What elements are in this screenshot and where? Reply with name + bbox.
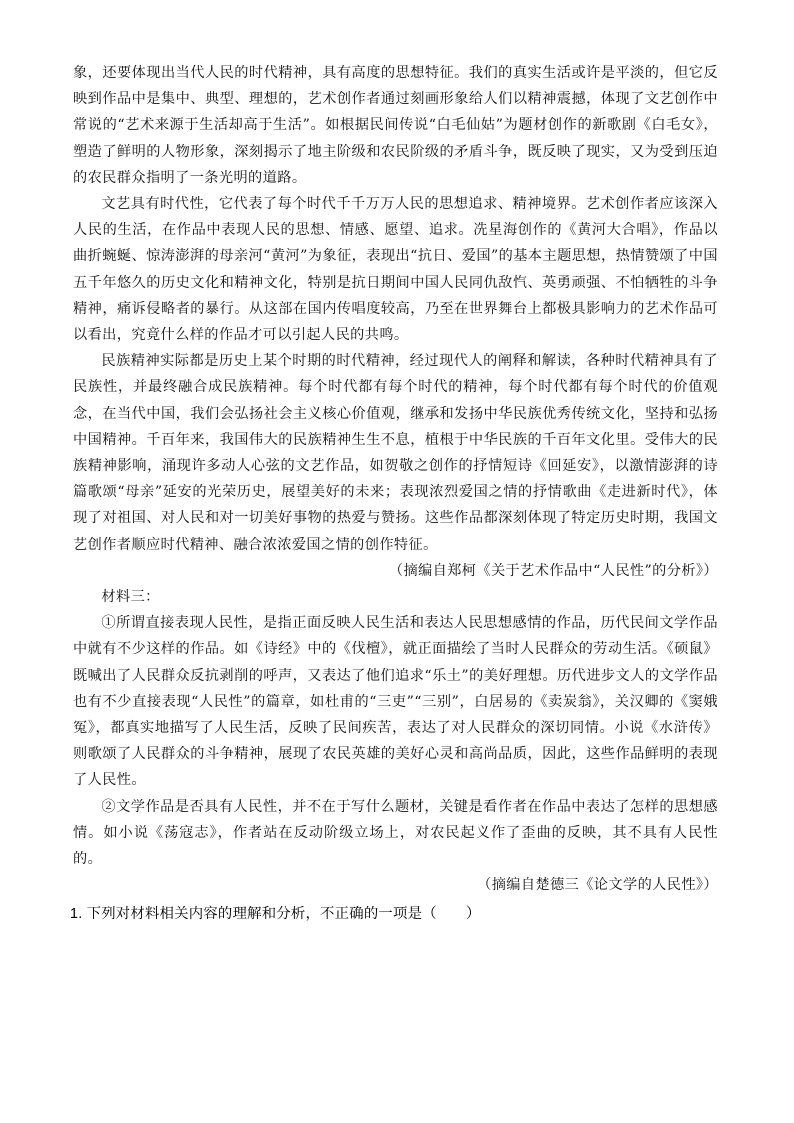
question-1: 1. 下列对材料相关内容的理解和分析，不正确的一项是（ ） (70, 905, 481, 922)
material-3-paragraph-2: ②文学作品是否具有人民性，并不在于写什么题材，关键是看作者在作品中表达了怎样的思想感情。如小说《荡寇志》，作者站在反动阶级立场上，对农民起义作了歪曲的反映，其不具有人民性的。 (73, 798, 718, 868)
body-paragraph-1: 象，还要体现出当代人民的时代精神，具有高度的思想特征。我们的真实生活或许是平淡的，但它反映到作品中是集中、典型、理想的，艺术创作者通过刻画形象给人们以精神震撼，体现了文艺创作中常说的“艺术来源于生活却高于生活”。如根据民间传说“白毛仙姑”为题材创作的新歌剧《白毛女》，塑造了鲜明的人物形象，深刻揭示了地主阶级和农民阶级的矛盾斗争，既反映了现实，又为受到压迫的农民群众指明了一条光明的道路。 (73, 65, 718, 186)
source-citation-2: （摘编自楚德三《论文学的人民性》） (477, 877, 718, 894)
material-3-label: 材料三： (101, 589, 160, 606)
source-citation-1: （摘编自郑柯《关于艺术作品中“人民性”的分析》） (388, 562, 718, 579)
material-3-paragraph-1: ①所谓直接表现人民性，是指正面反映人民生活和表达人民思想感情的作品，历代民间文学作品中就有不少这样的作品。如《诗经》中的《伐檀》，就正面描绘了当时人民群众的劳动生活。《硕鼠》既喊出了人民群众反抗剥削的呼声，又表达了他们追求“乐土”的美好理想。历代进步文人的文学作品也有不少直接表现“人民性”的篇章，如杜甫的“三吏”“三别”，白居易的《卖炭翁》，关汉卿的《窦娥冤》，都真实地描写了人民生活，反映了民间疾苦，表达了对人民群众的深切同情。小说《水浒传》则歌颂了人民群众的斗争精神，展现了农民英雄的美好心灵和高尚品质，因此，这些作品鲜明的表现了人民性。 (73, 615, 718, 789)
document-page (70, 60, 718, 927)
body-paragraph-2: 文艺具有时代性，它代表了每个时代千千万万人民的思想追求、精神境界。艺术创作者应该深入人民的生活，在作品中表现人民的思想、情感、愿望、追求。冼星海创作的《黄河大合唱》，作品以曲折蜿蜒、惊涛澎湃的母亲河“黄河”为象征，表现出“抗日、爱国”的基本主题思想，热情赞颂了中国五千年悠久的历史文化和精神文化，特别是抗日期间中国人民同仇敌忾、英勇顽强、不怕牺牲的斗争精神，痛诉侵略者的暴行。从这部在国内传唱度较高，乃至在世界舞台上都极具影响力的艺术作品可以看出，究竟什么样的作品才可以引起人民的共鸣。 (73, 196, 718, 344)
body-paragraph-3: 民族精神实际都是历史上某个时期的时代精神，经过现代人的阐释和解读，各种时代精神具有了民族性，并最终融合成民族精神。每个时代都有每个时代的精神，每个时代都有每个时代的价值观念，在当代中国，我们会弘扬社会主义核心价值观，继承和发扬中华民族优秀传统文化，坚持和弘扬中国精神。千百年来，我国伟大的民族精神生生不息，植根于中华民族的千百年文化里。受伟大的民族精神影响，涌现许多动人心弦的文艺作品，如贺敬之创作的抒情短诗《回延安》，以激情澎湃的诗篇歌颂“母亲”延安的光荣历史，展望美好的未来；表现浓烈爱国之情的抒情歌曲《走进新时代》，体现了对祖国、对人民和对一切美好事物的热爱与赞扬。这些作品都深刻体现了特定历史时期，我国文艺创作者顺应时代精神、融合浓浓爱国之情的创作特征。 (73, 353, 718, 553)
